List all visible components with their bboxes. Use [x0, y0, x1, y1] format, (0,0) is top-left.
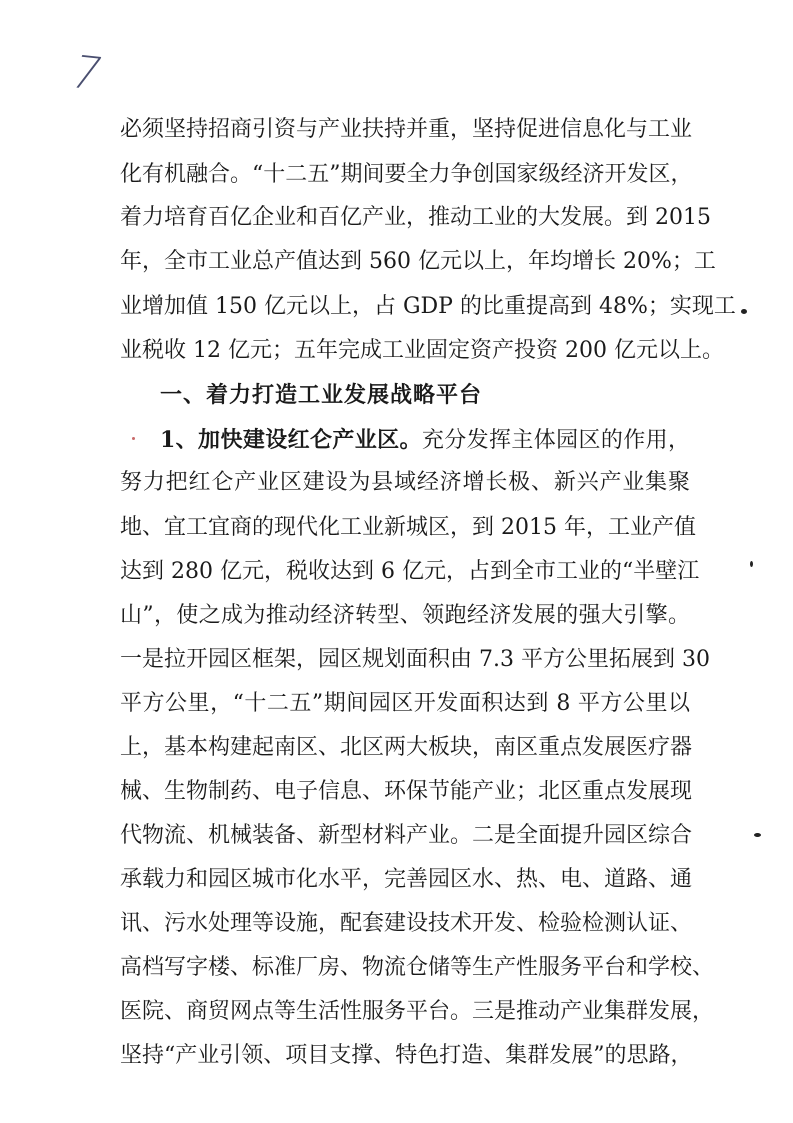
subsection-title: 1、加快建设红仑产业区。 [160, 427, 422, 453]
subsection-first-line [160, 426, 690, 455]
scan-speck [741, 309, 747, 314]
paragraph-line: 山”，使之成为推动经济转型、领跑经济发展的强大引擎。 [120, 603, 690, 628]
handwritten-page-number: 7 [63, 46, 109, 101]
paragraph-line: 讯、污水处理等设施，配套建设技术开发、检验检测认证、 [120, 911, 693, 936]
scan-speck [132, 437, 135, 440]
scan-speck [750, 561, 753, 567]
paragraph-line: 械、生物制药、电子信息、环保节能产业；北区重点发展现 [120, 779, 693, 804]
paragraph-line: 努力把红仑产业区建设为县域经济增长极、新兴产业集聚 [120, 470, 690, 495]
paragraph-line: 上，基本构建起南区、北区两大板块，南区重点发展医疗器 [120, 735, 693, 760]
paragraph-line: 一是拉开园区框架，园区规划面积由 7.3 平方公里拓展到 30 [120, 647, 710, 672]
scan-speck [754, 833, 761, 837]
paragraph-line: 坚持“产业引领、项目支撑、特色打造、集群发展”的思路， [120, 1043, 693, 1068]
paragraph-line: 业增加值 150 亿元以上，占 GDP 的比重提高到 48%；实现工 [120, 294, 736, 319]
paragraph-line: 达到 280 亿元，税收达到 6 亿元，占到全市工业的“半壁江 [120, 559, 700, 584]
subsection-first-line-rest: 充分发挥主体园区的作用， [421, 428, 690, 453]
paragraph-line: 着力培育百亿企业和百亿产业，推动工业的大发展。到 2015 [120, 205, 711, 230]
paragraph-line: 代物流、机械装备、新型材料产业。二是全面提升园区综合 [120, 823, 693, 848]
paragraph-line: 承载力和园区城市化水平，完善园区水、热、电、道路、通 [120, 867, 693, 892]
paragraph-line: 平方公里，“十二五”期间园区开发面积达到 8 平方公里以 [120, 691, 690, 716]
paragraph-line: 必须坚持招商引资与产业扶持并重，坚持促进信息化与工业 [120, 117, 693, 142]
section-heading: 一、着力打造工业发展战略平台 [160, 382, 483, 408]
paragraph-line: 化有机融合。“十二五”期间要全力争创国家级经济开发区， [120, 162, 693, 187]
paragraph-line: 年，全市工业总产值达到 560 亿元以上，年均增长 20%；工 [120, 249, 716, 274]
paragraph-line: 地、宜工宜商的现代化工业新城区，到 2015 年，工业产值 [120, 515, 696, 540]
paragraph-line: 医院、商贸网点等生活性服务平台。三是推动产业集群发展， [120, 999, 715, 1024]
paragraph-line: 业税收 12 亿元；五年完成工业固定资产投资 200 亿元以上。 [120, 338, 724, 363]
paragraph-line: 高档写字楼、标准厂房、物流仓储等生产性服务平台和学校、 [120, 955, 715, 980]
